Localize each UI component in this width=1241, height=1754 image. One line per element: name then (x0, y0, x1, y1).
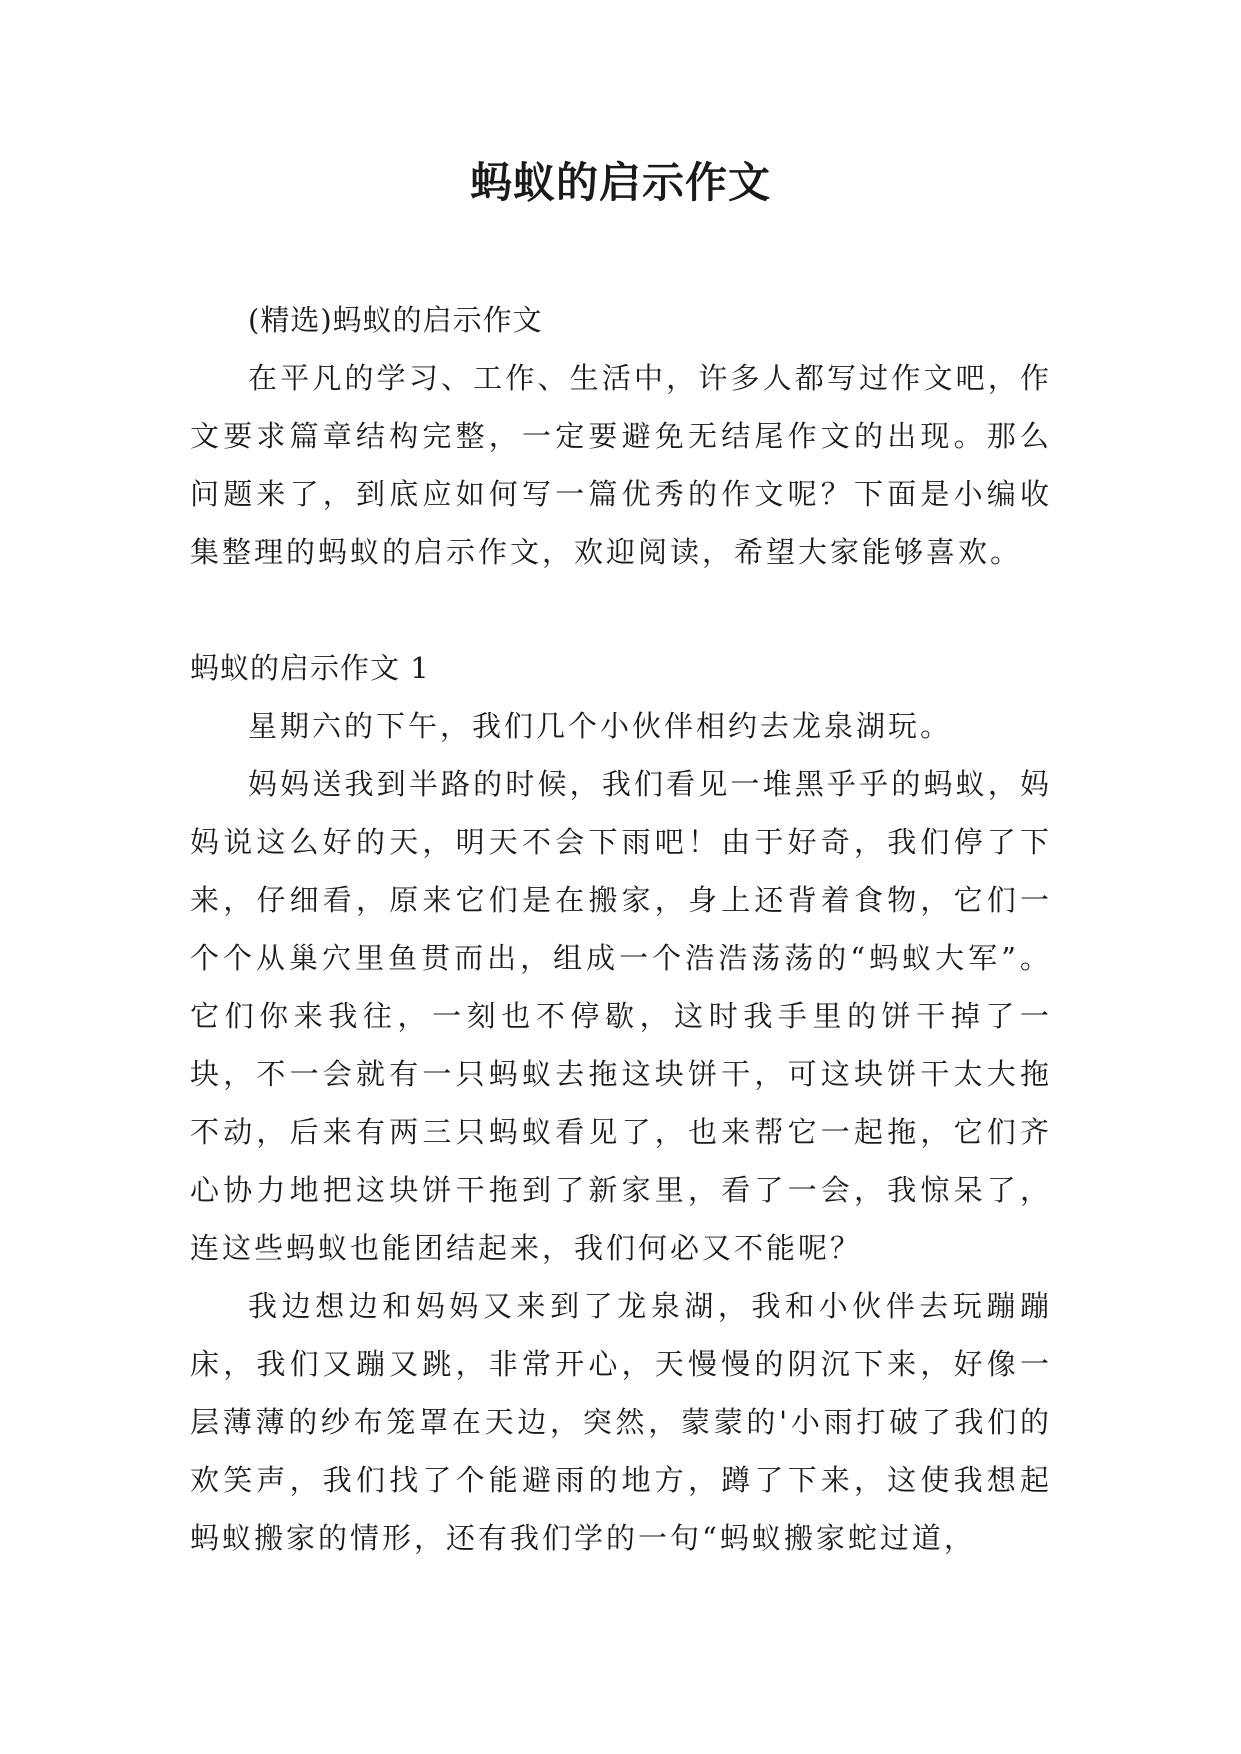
document-subtitle: (精选)蚂蚁的启示作文 (248, 303, 543, 337)
intro-paragraph: 在平凡的学习、工作、生活中，许多人都写过作文吧，作文要求篇章结构完整，一定要避免无结尾作文的出现。那么问题来了，到底应如何写一篇优秀的作文呢？下面是小编收集整理的蚂蚁的启示作文，欢迎阅读，希望大家能够喜欢。 (190, 361, 1052, 569)
document-body (190, 291, 1052, 1567)
body-paragraph-2: 妈妈送我到半路的时候，我们看见一堆黑乎乎的蚂蚁，妈妈说这么好的天，明天不会下雨吧！由于好奇，我们停了下来，仔细看，原来它们是在搬家，身上还背着食物，它们一个个从巢穴里鱼贯而出，组成一个浩浩荡荡的“蚂蚁大军”。它们你来我往，一刻也不停歇，这时我手里的饼干掉了一块，不一会就有一只蚂蚁去拖这块饼干，可这块饼干太大拖不动，后来有两三只蚂蚁看见了，也来帮它一起拖，它们齐心协力地把这块饼干拖到了新家里，看了一会，我惊呆了，连这些蚂蚁也能团结起来，我们何必又不能呢？ (190, 767, 1052, 1265)
section-gap (190, 581, 1052, 639)
document-title: 蚂蚁的启示作文 (469, 158, 771, 207)
body-paragraph-1: 星期六的下午，我们几个小伙伴相约去龙泉湖玩。 (248, 709, 953, 743)
body-paragraph-3: 我边想边和妈妈又来到了龙泉湖，我和小伙伴去玩蹦蹦床，我们又蹦又跳，非常开心，天慢慢的阴沉下来，好像一层薄薄的纱布笼罩在天边，突然，蒙蒙的'小雨打破了我们的欢笑声，我们找了个能避雨的地方，蹲了下来，这使我想起蚂蚁搬家的情形，还有我们学的一句“蚂蚁搬家蛇过道， (190, 1289, 1052, 1555)
section-heading: 蚂蚁的启示作文 1 (190, 651, 430, 685)
